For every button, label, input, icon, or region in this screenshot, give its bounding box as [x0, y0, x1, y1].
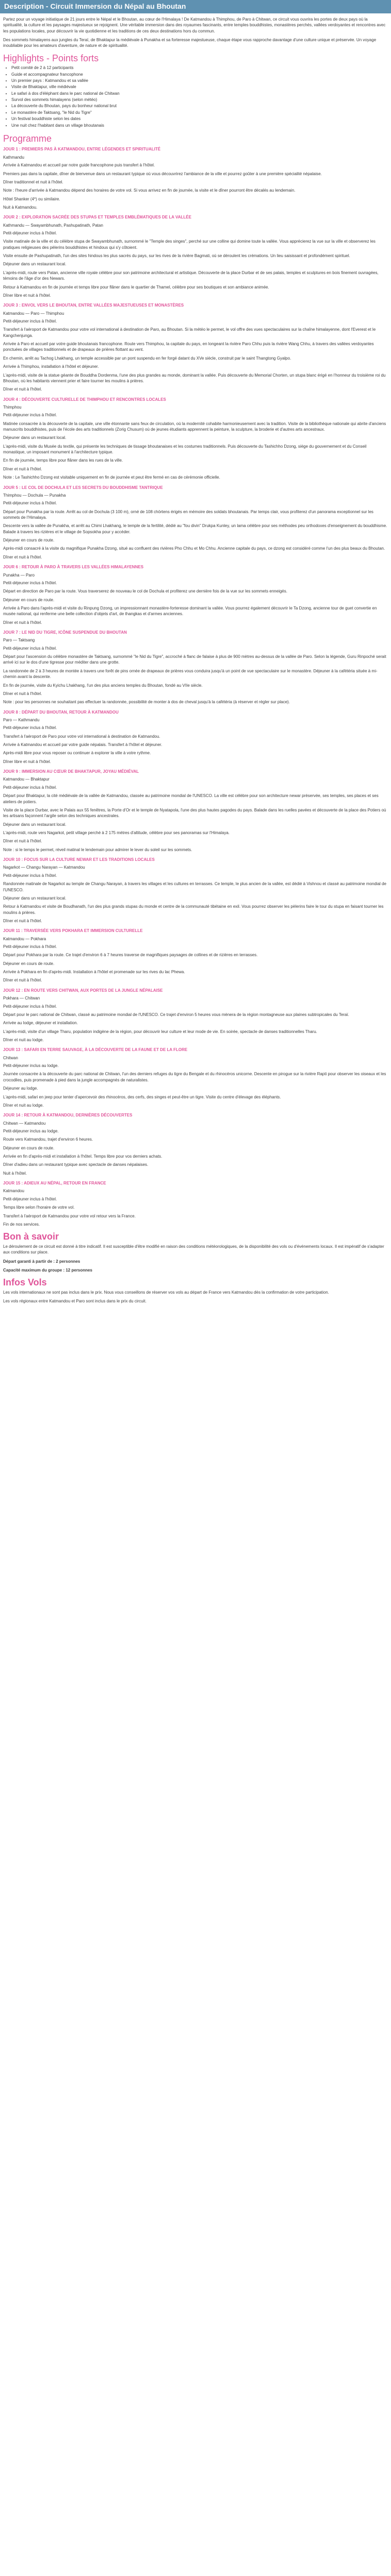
day-paragraph: Visite de la place Durbar, avec le Palais aux 55 fenêtres, la Porte d'Or et le temple de Nyatapola, l'une des plus hautes pagodes du pays. Balade dans les ruelles pavées et découverte de la place des Potiers où les artisans façonnent l'argile selon des techniques ancestrales.: [3, 807, 386, 819]
highlights-list: [3, 65, 388, 128]
day-paragraph: Déjeuner en cours de route.: [3, 538, 55, 543]
day-body: [3, 873, 388, 924]
highlight-item: • Le monastère de Taktsang, "le Nid du Tigre": [11, 110, 388, 115]
day-paragraph: Départ pour l'ascension du célèbre monastère de Taktsang, surnommé "le Nid du Tigre", accroché à flanc de falaise à plus de 900 mètres au-dessus de la vallée de Paro. Selon la légende, Guru Rinpoché serait arrivé ici sur le dos d'une tigresse pour méditer dans une grotte.: [3, 654, 386, 665]
highlights-heading: Highlights - Points forts: [3, 53, 99, 63]
day-block: [3, 769, 388, 853]
notes-paragraph: Le déroulement de ce circuit est donné à titre indicatif. Il est susceptible d'être modifié en raison des conditions météorologiques, de la disponibilité des vols ou d'événements locaux. Il est impératif de s'adapter aux conditions sur place.: [3, 1244, 384, 1255]
info-paragraph: Les vols internationaux ne sont pas inclus dans le prix. Nous vous conseillons de réserver vos vols au départ de France vers Katmandou dès la confirmation de votre participation.: [3, 1290, 329, 1295]
day-paragraph: Arrivée à Thimphou, installation à l'hôtel et déjeuner.: [3, 364, 99, 369]
day-block: [3, 302, 388, 392]
day-location: Katmandou — Paro — Thimphou: [3, 311, 64, 316]
day-body: [3, 500, 388, 560]
day-body: [3, 230, 388, 298]
day-paragraph: Départ pour Punakha par la route. Arrêt au col de Dochula (3 100 m), orné de 108 chörtens érigés en mémoire des soldats bhoutanais. Par temps clair, vous profiterez d'un panorama exceptionnel sur les sommets de l'Himalaya.: [3, 509, 373, 520]
day-block: [3, 928, 388, 984]
day-paragraph: Dîner et nuit au lodge.: [3, 1037, 44, 1042]
highlight-item: • Survol des sommets himalayens (selon météo): [11, 97, 388, 103]
day-paragraph: Dîner et nuit à l'hôtel.: [3, 620, 42, 625]
day-title: JOUR 12 : EN ROUTE VERS CHITWAN, AUX PORTES DE LA JUNGLE NÉPALAISE: [3, 988, 163, 993]
day-paragraph: Dîner libre et nuit à l'hôtel.: [3, 759, 51, 764]
intro-paragraph: Partez pour un voyage initiatique de 21 jours entre le Népal et le Bhoutan, au cœur de l'Himalaya ! De Katmandou à Thimphou, de Paro à Chitwan, ce circuit vous ouvrira les portes de deux pays où la spiritualité, la culture et les paysages majestueux se rejoignent. Une véritable immersion dans des royaumes fascinants, entre temples bouddhistes, monastères perchés, vallées verdoyantes et rencontres avec les populations locales, pour découvrir la vie quotidienne et les traditions de ces deux destinations hors du commun.: [3, 16, 386, 33]
day-paragraph: Temps libre selon l'horaire de votre vol.: [3, 1205, 75, 1210]
day-paragraph: L'après-midi, visite d'un village Tharu, population indigène de la région, pour découvrir leur culture et leur mode de vie. En soirée, spectacle de danses traditionnelles Tharu.: [3, 1029, 317, 1034]
info-heading: Infos Vols: [3, 1277, 47, 1288]
day-paragraph: Déjeuner dans un restaurant local.: [3, 895, 67, 901]
day-title: JOUR 5 : LE COL DE DOCHULA ET LES SECRETS DU BOUDDHISME TANTRIQUE: [3, 485, 163, 490]
day-paragraph: Petit-déjeuner inclus à l'hôtel.: [3, 319, 57, 324]
day-paragraph: L'après-midi, visite de la statue géante de Bouddha Dordenma, l'une des plus grandes au monde, dominant la vallée. Puis découverte du Memorial Chorten, un stupa blanc érigé en l'honneur du troisième roi du Bhoutan, où les habitants viennent prier et faire tourner les moulins à prières.: [3, 372, 386, 383]
day-paragraph: Dîner et nuit à l'hôtel.: [3, 387, 42, 392]
day-body: [3, 580, 388, 625]
day-paragraph: Fin de nos services.: [3, 1222, 40, 1227]
day-title: JOUR 14 : RETOUR À KATMANDOU, DERNIÈRES DÉCOUVERTES: [3, 1113, 133, 1118]
highlight-item: • La découverte du Bhoutan, pays du bonheur national brut: [11, 103, 388, 109]
day-location: Kathmandu — Swayambhunath, Pashupatinath, Patan: [3, 223, 103, 228]
day-block: [3, 857, 388, 924]
day-body: [3, 1004, 388, 1043]
day-title: JOUR 8 : DÉPART DU BHOUTAN, RETOUR À KATMANDOU: [3, 709, 119, 715]
day-paragraph: Dîner et nuit à l'hôtel.: [3, 978, 42, 983]
day-title: JOUR 4 : DÉCOUVERTE CULTURELLE DE THIMPHOU ET RENCONTRES LOCALES: [3, 397, 166, 402]
page-title: Description - Circuit Immersion du Népal au Bhoutan: [0, 0, 391, 13]
highlight-item: • Une nuit chez l'habitant dans un village bhoutanais: [11, 123, 388, 128]
highlight-item: • Un festival bouddhiste selon les dates: [11, 116, 388, 122]
day-paragraph: Arrivée en fin d'après-midi et installation à l'hôtel. Temps libre pour vos derniers achats.: [3, 1154, 162, 1159]
day-paragraph: Petit-déjeuner inclus à l'hôtel.: [3, 785, 57, 790]
day-paragraph: Retour à Katmandou et visite de Boudhanath, l'un des plus grands stupas du monde et centre de la communauté tibétaine en exil. Vous pourrez observer les pèlerins faire le tour du stupa en faisant tourner les moulins à prières.: [3, 904, 384, 915]
day-location: Katmandou: [3, 1189, 24, 1194]
day-title: JOUR 2 : EXPLORATION SACRÉE DES STUPAS ET TEMPLES EMBLÉMATIQUES DE LA VALLÉE: [3, 215, 191, 220]
day-paragraph: Route vers Katmandou, trajet d'environ 6 heures.: [3, 1137, 93, 1142]
day-paragraph: Dîner et nuit à l'hôtel.: [3, 466, 42, 471]
day-paragraph: Après-midi consacré à la visite du magnifique Punakha Dzong, situé au confluent des rivières Pho Chhu et Mo Chhu. Ancienne capitale du pays, ce dzong est considéré comme l'un des plus beaux du Bhoutan.: [3, 546, 385, 551]
day-paragraph: Arrivée à Paro dans l'après-midi et visite du Rinpung Dzong, un impressionnant monastère-forteresse dominant la vallée. Vous pourrez également découvrir le Ta Dzong, ancienne tour de guet convertie en musée national, qui renferme une belle collection d'objets d'art, de thangkas et d'armes anciennes.: [3, 605, 377, 617]
day-block: [3, 1112, 388, 1176]
day-location: Pokhara — Chitwan: [3, 996, 40, 1001]
day-paragraph: Matinée consacrée à la découverte de la capitale, une ville étonnante sans feux de circulation, où la modernité cohabite harmonieusement avec la tradition. Visite de la bibliothèque nationale qui abrite d'anciens manuscrits bouddhistes, puis de l'école des arts traditionnels (Zorig Chusum) où de jeunes étudiants apprennent la peinture, la sculpture, la broderie et d'autres arts ancestraux.: [3, 421, 386, 432]
day-paragraph: Transfert à l'aéroport de Katmandou pour votre vol international à destination de Paro, au Bhoutan. Si la météo le permet, le vol offre des vues spectaculaires sur la chaîne himalayenne, dont l'Everest et le Kangchenjunga.: [3, 327, 376, 338]
highlight-item: • Petit comité de 2 à 12 participants: [11, 65, 388, 71]
day-paragraph: Transfert à l'aéroport de Katmandou pour votre vol retour vers la France.: [3, 1213, 136, 1218]
day-paragraph: Journée consacrée à la découverte du parc national de Chitwan, l'un des derniers refuges du tigre du Bengale et du rhinocéros unicorne. Descente en pirogue sur la rivière Rapti pour observer les oiseaux et les crocodiles, puis promenade à pied dans la jungle accompagnés de naturalistes.: [3, 1072, 386, 1082]
day-paragraph: Petit-déjeuner inclus à l'hôtel.: [3, 1004, 57, 1009]
day-location: Thimphou: [3, 404, 22, 410]
day-paragraph: Note : Le Tashichho Dzong est visitable uniquement en fin de journée et peut être fermé en cas de cérémonie officielle.: [3, 475, 220, 480]
day-title: JOUR 9 : IMMERSION AU CŒUR DE BHAKTAPUR, JOYAU MÉDIÉVAL: [3, 769, 139, 774]
day-paragraph: Déjeuner dans un restaurant local.: [3, 822, 67, 827]
day-paragraph: Arrivée à Katmandou et accueil par votre guide népalais. Transfert à l'hôtel et déjeuner.: [3, 742, 162, 748]
day-paragraph: L'après-midi, visite du Musée du textile, qui présente les techniques de tissage bhoutanaises et les costumes traditionnels. Puis découverte du Tashichho Dzong, siège du gouvernement et du Conseil monastique, un imposant monument à l'architecture typique.: [3, 444, 367, 455]
day-paragraph: Déjeuner dans un restaurant local.: [3, 435, 67, 440]
info-paragraph: Les vols régionaux entre Katmandou et Paro sont inclus dans le prix du circuit.: [3, 1299, 146, 1304]
day-paragraph: Déjeuner en cours de route.: [3, 597, 55, 602]
day-paragraph: Dîner libre et nuit à l'hôtel.: [3, 293, 51, 298]
day-paragraph: Dîner traditionnel et nuit à l'hôtel.: [3, 179, 63, 184]
day-paragraph: L'après-midi, safari en jeep pour tenter d'apercevoir des rhinocéros, des cerfs, des singes et peut-être un tigre. Visite du centre d'élevage des éléphants.: [3, 1094, 281, 1099]
day-location: Chitwan — Katmandou: [3, 1121, 46, 1126]
programme-heading: Programme: [3, 133, 52, 144]
day-location: Nagarkot — Changu Narayan — Katmandou: [3, 865, 85, 870]
day-paragraph: Dîner et nuit à l'hôtel.: [3, 918, 42, 923]
day-location: Punakha — Paro: [3, 572, 35, 578]
day-paragraph: Note : l'heure d'arrivée à Katmandou dépend des horaires de votre vol. Si vous arrivez en fin de journée, la visite et le dîner pourront être décalés au lendemain.: [3, 188, 296, 193]
day-paragraph: Petit-déjeuner inclus à l'hôtel.: [3, 1196, 57, 1201]
day-title: JOUR 7 : LE NID DU TIGRE, ICÔNE SUSPENDUE DU BHOUTAN: [3, 630, 127, 635]
day-location: Kathmandu: [3, 155, 24, 160]
day-paragraph: Randonnée matinale de Nagarkot au temple de Changu Narayan, à travers les villages et les cultures en terrasses. Ce temple, le plus ancien de la vallée, est dédié à Vishnou et classé au patrimoine mondial de l'UNESCO.: [3, 882, 386, 892]
day-location: Chitwan: [3, 1055, 18, 1060]
day-block: [3, 214, 388, 298]
day-paragraph: Déjeuner au lodge.: [3, 1086, 38, 1091]
day-paragraph: Déjeuner dans un restaurant local.: [3, 262, 67, 267]
highlight-item: • Le safari à dos d'éléphant dans le parc national de Chitwan: [11, 91, 388, 96]
day-paragraph: En chemin, arrêt au Tachog Lhakhang, un temple accessible par un pont suspendu en fer forgé datant du XVe siècle, construit par le saint Thangtong Gyalpo.: [3, 355, 291, 361]
day-title: JOUR 13 : SAFARI EN TERRE SAUVAGE, À LA DÉCOUVERTE DE LA FAUNE ET DE LA FLORE: [3, 1047, 188, 1053]
day-paragraph: En fin de journée, visite du Kyichu Lhakhang, l'un des plus anciens temples du Bhoutan, fondé au VIIe siècle.: [3, 683, 203, 688]
day-block: [3, 485, 388, 561]
day-location: Thimphou — Dochula — Punakha: [3, 493, 66, 498]
day-paragraph: Arrivée à Katmandou et accueil par notre guide francophone puis transfert à l'hôtel.: [3, 163, 155, 168]
day-paragraph: Nuit à l'hôtel.: [3, 1171, 27, 1176]
day-paragraph: Arrivée à Paro et accueil par votre guide bhoutanais francophone. Route vers Thimphou, la capitale du pays, en longeant la rivière Paro Chhu puis la rivière Wang Chhu, à travers des vallées verdoyantes ponctuées de villages traditionnels et de drapeaux de prières flottant au vent.: [3, 342, 374, 352]
day-paragraph: Départ pour Bhaktapur, la cité médiévale de la vallée de Katmandou, classée au patrimoine mondial de l'UNESCO. La ville est célèbre pour son architecture newar préservée, ses temples, ses places et ses ateliers de potiers.: [3, 793, 379, 804]
day-paragraph: Après-midi libre pour vous reposer ou continuer à explorer la ville à votre rythme.: [3, 751, 151, 756]
day-block: [3, 146, 388, 210]
day-paragraph: Transfert à l'aéroport de Paro pour votre vol international à destination de Katmandou.: [3, 734, 160, 739]
day-paragraph: Dîner d'adieu dans un restaurant typique avec spectacle de danses népalaises.: [3, 1162, 149, 1167]
day-paragraph: Dîner et nuit à l'hôtel.: [3, 839, 42, 844]
day-block: [3, 709, 388, 765]
day-paragraph: Petit-déjeuner inclus à l'hôtel.: [3, 580, 57, 585]
day-block: [3, 397, 388, 481]
day-block: [3, 564, 388, 625]
day-paragraph: Arrivée au lodge, déjeuner et installation.: [3, 1021, 78, 1026]
day-paragraph: Petit-déjeuner inclus à l'hôtel.: [3, 646, 57, 651]
day-title: JOUR 3 : ENVOL VERS LE BHOUTAN, ENTRE VALLÉES MAJESTUEUSES ET MONASTÈRES: [3, 303, 184, 308]
day-paragraph: Petit-déjeuner inclus à l'hôtel.: [3, 231, 57, 236]
day-location: Paro — Taktsang: [3, 638, 35, 643]
day-block: [3, 630, 388, 705]
day-paragraph: Nuit à Katmandou.: [3, 205, 38, 210]
day-paragraph: Déjeuner en cours de route.: [3, 961, 55, 966]
day-paragraph: Dîner et nuit à l'hôtel.: [3, 691, 42, 696]
day-body: [3, 646, 388, 705]
day-paragraph: Visite ensuite de Pashupatinath, l'un des sites hindous les plus sacrés du pays, sur les rives de la rivière Bagmati, où se déroulent les crémations. Un lieu saisissant et profondément spirituel.: [3, 253, 350, 259]
day-paragraph: Arrivée à Pokhara en fin d'après-midi. Installation à l'hôtel et promenade sur les rives du lac Phewa.: [3, 970, 185, 975]
day-paragraph: Petit-déjeuner inclus au lodge.: [3, 1063, 59, 1069]
day-paragraph: La randonnée de 2 à 3 heures de montée à travers une forêt de pins ornée de drapeaux de prières vous conduira jusqu'à un point de vue spectaculaire sur le monastère. Déjeuner à la cafétéria située à mi-chemin avant la descente.: [3, 668, 378, 680]
day-block: [3, 988, 388, 1043]
day-paragraph: Petit-déjeuner inclus à l'hôtel.: [3, 413, 57, 418]
day-paragraph: L'après-midi, route vers Nagarkot, petit village perché à 2 175 mètres d'altitude, célèbre pour ses panoramas sur l'Himalaya.: [3, 831, 230, 835]
day-body: [3, 412, 388, 480]
day-title: JOUR 11 : TRAVERSÉE VERS POKHARA ET IMMERSION CULTURELLE: [3, 928, 143, 934]
day-paragraph: Petit-déjeuner inclus à l'hôtel.: [3, 944, 57, 950]
highlight-item: • Visite de Bhaktapur, ville médiévale: [11, 84, 388, 90]
day-paragraph: Dîner et nuit au lodge.: [3, 1103, 44, 1108]
day-body: [3, 725, 388, 765]
intro-paragraph: Des sommets himalayens aux jungles du Teraï, de Bhaktapur la médiévale à Punakha et sa forteresse majestueuse, chaque étape vous rapproche davantage d'une culture unique et préservée. Un voyage inoubliable pour les amateurs d'aventure, de nature et de spiritualité.: [3, 37, 377, 48]
notes-capacity: Capacité maximum du groupe : 12 personnes: [3, 1267, 92, 1273]
day-body: [3, 318, 388, 393]
day-paragraph: En fin de journée, temps libre pour flâner dans les rues de la ville.: [3, 458, 123, 463]
day-body: [3, 162, 388, 210]
day-paragraph: Descente vers la vallée de Punakha, et arrêt au Chimi Lhakhang, le temple de la fertilité, dédié au "fou divin" Drukpa Kunley, un lama célèbre pour ses méthodes peu orthodoxes d'enseignement du bouddhisme. Balade à travers les rizières et le village de Sopsokha pour y accéder.: [3, 523, 387, 534]
day-location: Katmandou — Bhaktapur: [3, 777, 50, 782]
day-paragraph: Note : si le temps le permet, réveil matinal le lendemain pour admirer le lever du soleil sur les sommets.: [3, 847, 192, 852]
day-paragraph: Retour à Katmandou en fin de journée et temps libre pour flâner dans le quartier de Thamel, célèbre pour ses boutiques et son ambiance animée.: [3, 284, 269, 290]
day-block: [3, 1047, 388, 1108]
day-paragraph: Petit-déjeuner inclus à l'hôtel.: [3, 725, 57, 731]
day-body: [3, 944, 388, 984]
day-title: JOUR 15 : ADIEUX AU NÉPAL, RETOUR EN FRANCE: [3, 1181, 106, 1186]
day-title: JOUR 6 : RETOUR À PARO À TRAVERS LES VALLÉES HIMALAYENNES: [3, 565, 144, 570]
highlight-item: • Un premier pays : Katmandou et sa vallée: [11, 78, 388, 83]
day-paragraph: Départ pour Pokhara par la route. Ce trajet d'environ 6 à 7 heures traverse de magnifiques paysages de collines et de rizières en terrasses.: [3, 953, 258, 958]
day-location: Paro — Kathmandu: [3, 717, 40, 722]
day-paragraph: Déjeuner en cours de route.: [3, 1145, 55, 1150]
day-title: JOUR 10 : FOCUS SUR LA CULTURE NEWAR ET LES TRADITIONS LOCALES: [3, 857, 155, 862]
day-paragraph: Dîner et nuit à l'hôtel.: [3, 554, 42, 560]
notes-departure: Départ garanti à partir de : 2 personnes: [3, 1259, 80, 1264]
day-paragraph: Petit-déjeuner inclus à l'hôtel.: [3, 501, 57, 506]
day-paragraph: Petit-déjeuner inclus au lodge.: [3, 1128, 59, 1133]
day-location: Katmandou — Pokhara: [3, 936, 46, 941]
day-block: [3, 1180, 388, 1227]
day-paragraph: Premiers pas dans la capitale, dîner de bienvenue dans un restaurant typique où vous découvrirez l'ambiance de la ville et pourrez goûter à une première spécialité népalaise.: [3, 171, 322, 176]
content: [0, 16, 391, 1304]
day-paragraph: Petit-déjeuner inclus à l'hôtel.: [3, 873, 57, 878]
programme-days: [3, 146, 388, 1227]
day-paragraph: Départ pour le parc national de Chitwan, classé au patrimoine mondial de l'UNESCO. Ce trajet d'environ 5 heures vous mènera de la région montagneuse aux plaines subtropicales du Teraï.: [3, 1012, 349, 1017]
day-body: [3, 1128, 388, 1176]
day-paragraph: Note : pour les personnes ne souhaitant pas effectuer la randonnée, possibilité de monter à dos de cheval jusqu'à la cafétéria (à réserver et régler sur place).: [3, 700, 290, 705]
notes-heading: Bon à savoir: [3, 1231, 59, 1242]
day-body: [3, 785, 388, 853]
day-body: [3, 1196, 388, 1227]
day-paragraph: Visite matinale de la ville et du célèbre stupa de Swayambhunath, surnommé le "Temple des singes", perché sur une colline qui domine toute la vallée. Vous apprécierez la vue sur la ville et observerez les pratiques religieuses des pèlerins bouddhistes et hindous qui s'y côtoient.: [3, 239, 376, 250]
day-paragraph: L'après-midi, route vers Patan, ancienne ville royale célèbre pour son patrimoine architectural et artistique. Découverte de la place Durbar et de ses palais, temples et sculptures en bois finement ouvragées, témoins de l'âge d'or des Newars.: [3, 270, 379, 281]
day-body: [3, 1063, 388, 1108]
highlight-item: • Guide et accompagnateur francophone: [11, 72, 388, 77]
day-title: JOUR 1 : PREMIERS PAS À KATMANDOU, ENTRE LÉGENDES ET SPIRITUALITÉ: [3, 147, 161, 152]
day-paragraph: Hôtel Shanker (4*) ou similaire.: [3, 196, 60, 201]
day-paragraph: Départ en direction de Paro par la route. Vous traverserez de nouveau le col de Dochula et profiterez une dernière fois de la vue sur les sommets enneigés.: [3, 589, 287, 594]
